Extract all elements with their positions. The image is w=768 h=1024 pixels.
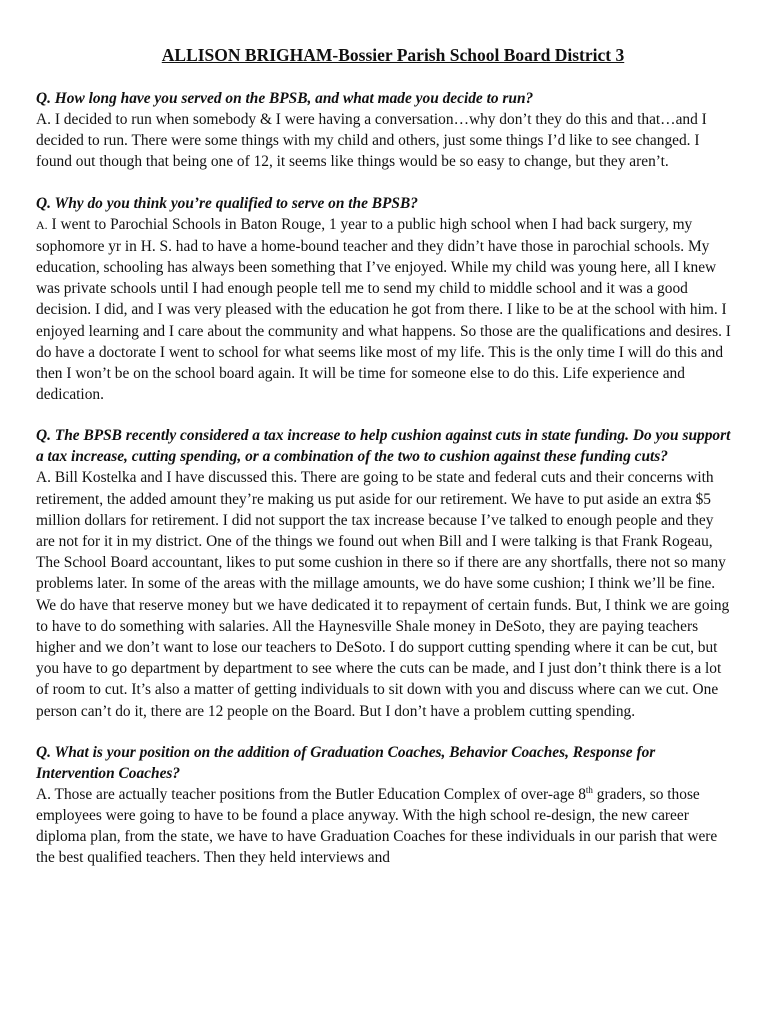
qa-block [36, 88, 736, 173]
question-text: Q. The BPSB recently considered a tax increase to help cushion against cuts in state funding. Do you support a tax increase, cutting spending, or a combination of the two to cushion against these funding cuts? [36, 427, 731, 466]
document-page [36, 44, 736, 889]
qa-block [36, 193, 736, 406]
answer-body: I went to Parochial Schools in Baton Rouge, 1 year to a public high school when I had back surgery, my sophomore yr in H. S. had to have a home-bound teacher and they didn’t have those in parochial schools. My education, schooling has always been something that I’ve enjoyed. While my child was young here, all I knew was private schools until I had enough people tell me to send my child to middle school and it was a good decision. I did, and I was very pleased with the education he got from there. I like to be at the school with him. I enjoyed learning and I care about the community and what happens. So those are the qualifications and desires. I do have a doctorate I went to school for what seems like most of my life. This is the only time I will do this and then I won’t be on the school board again. It will be time for someone else to do this. Life experience and dedication. [36, 215, 731, 404]
question-text: Q. Why do you think you’re qualified to serve on the BPSB? [36, 194, 418, 212]
question-text: Q. How long have you served on the BPSB, and what made you decide to run? [36, 90, 534, 107]
ordinal-suffix: th [585, 784, 593, 795]
answer-prefix: A. [36, 217, 48, 232]
answer-body: Those are actually teacher positions from the Butler Education Complex of over-age 8 [50, 785, 586, 803]
qa-block [36, 425, 736, 721]
qa-block [36, 742, 736, 869]
answer-text [36, 214, 736, 406]
answer-text [36, 784, 736, 869]
answer-text [36, 467, 736, 721]
question-text: Q. What is your position on the addition of Graduation Coaches, Behavior Coaches, Response for Intervention Coaches? [36, 743, 656, 782]
answer-body: Bill Kostelka and I have discussed this. There are going to be state and federal cuts and their concerns with retirement, the added amount they’re making us put aside for our retirement. We have to put aside an extra $5 million dollars for retirement. I did not support the tax increase because I’ve talked to enough people and they are not for it in my district. One of the things we found out when Bill and I were talking is that Frank Rogeau, The School Board accountant, likes to put some cushion in there so if there are any shortfalls, there not so many problems later. In some of the areas with the millage amounts, we do have some cushion; I think we’ll be fine. We do have that reserve money but we have dedicated it to repayment of certain funds. But, I think we are going to have to do something with salaries. All the Haynesville Shale money in DeSoto, they are paying teachers higher and we don’t want to lose our teachers to DeSoto. I do support cutting spending where it can be cut, but you have to go department by department to see where the cuts can be made, and I just don’t think there is a lot of room to cut. It’s also a matter of getting individuals to sit down with you and discuss where can we cut. One person can’t do it, there are 12 people on the Board. But I don’t have a problem cutting spending. [36, 469, 730, 720]
answer-body-continued: graders, so those employees were going to have to be found a place anyway. With the high school re-design, the new career diploma plan, from the state, we have to have Graduation Coaches for these individuals in our parish that were the best qualified teachers. Then they held interviews and [36, 785, 718, 867]
answer-prefix: A. [36, 111, 51, 128]
answer-prefix: A. [36, 469, 51, 487]
answer-text [36, 109, 736, 173]
answer-body: I decided to run when somebody & I were having a conversation…why don’t they do this and that…and I decided to run. There were some things with my child and others, just some things I’d like to see changed. I found out though that being one of 12, it seems like things would be so easy to change, but they aren’t. [36, 111, 707, 171]
answer-prefix: A. [36, 785, 51, 803]
document-title: ALLISON BRIGHAM-Bossier Parish School Board District 3 [161, 45, 625, 65]
